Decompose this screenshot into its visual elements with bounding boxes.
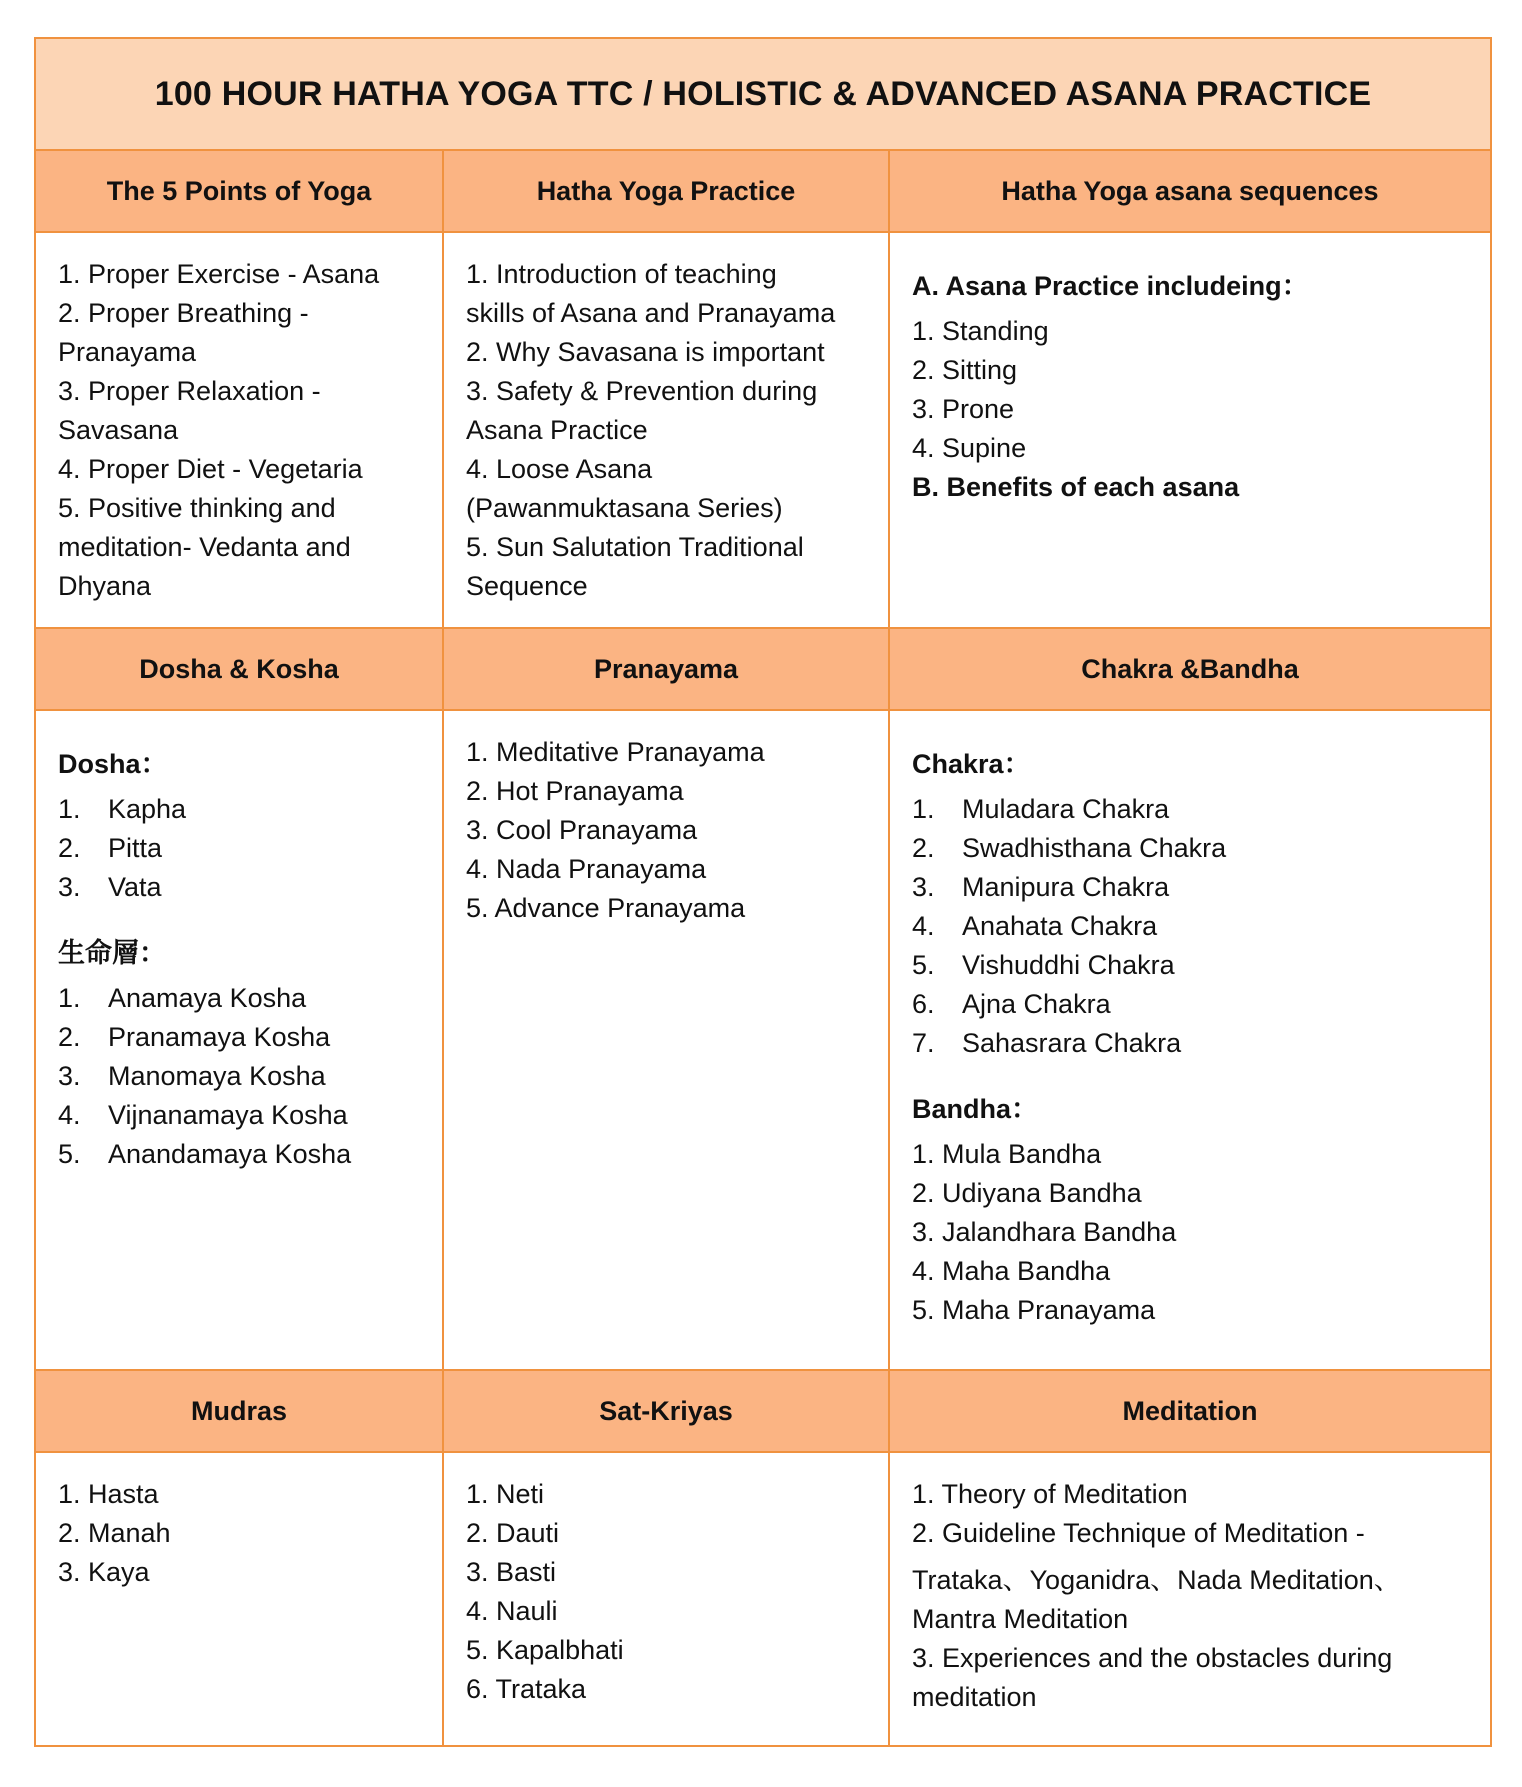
list-item: 5. Sun Salutation Traditional — [466, 532, 804, 562]
list-item: 2. Proper Breathing - — [58, 298, 309, 328]
subheading: Bandha： — [912, 1094, 1039, 1124]
list-item: 1. Proper Exercise - Asana — [58, 259, 380, 289]
list-item: 1. Standing — [912, 316, 1049, 346]
list-item: 4. Nauli — [466, 1596, 558, 1626]
cell-hatha-practice — [444, 233, 890, 629]
header-sat-kriyas: Sat-Kriyas — [444, 1371, 890, 1453]
header-chakra-bandha: Chakra &Bandha — [890, 629, 1490, 711]
list-item: Sequence — [466, 571, 588, 601]
list-item: Dhyana — [58, 571, 152, 601]
list-item: 4. Supine — [912, 433, 1027, 463]
list-item: 1. Theory of Meditation — [912, 1479, 1188, 1509]
title-bar — [36, 39, 1490, 151]
list-item: 1. Anamaya Kosha — [58, 983, 307, 1013]
curriculum-table — [34, 37, 1492, 1747]
list-item: 5. Maha Pranayama — [912, 1295, 1156, 1325]
list-item: 4. Maha Bandha — [912, 1256, 1111, 1286]
list-item: 2. Pitta — [58, 833, 163, 863]
list-item: 3. Jalandhara Bandha — [912, 1217, 1177, 1247]
list-item: Asana Practice — [466, 415, 648, 445]
list-item: 1. Mula Bandha — [912, 1139, 1102, 1169]
list-item: 7. Sahasrara Chakra — [912, 1028, 1182, 1058]
list-item: 5. Kapalbhati — [466, 1635, 624, 1665]
list-item: 1. Meditative Pranayama — [466, 737, 765, 767]
list-item: Savasana — [58, 415, 179, 445]
header-hatha-practice: Hatha Yoga Practice — [444, 151, 890, 233]
list-item: 5. Anandamaya Kosha — [58, 1139, 352, 1169]
list-item: 4. Loose Asana — [466, 454, 653, 484]
header-pranayama: Pranayama — [444, 629, 890, 711]
list-item: 2. Hot Pranayama — [466, 776, 684, 806]
subheading: B. Benefits of each asana — [912, 472, 1240, 502]
list-item: 3. Experiences and the obstacles during — [912, 1643, 1393, 1673]
list-item: 1. Neti — [466, 1479, 545, 1509]
list-item: 1. Kapha — [58, 794, 187, 824]
cell-dosha-kosha — [36, 711, 444, 1371]
list-item: 3. Manipura Chakra — [912, 872, 1170, 902]
list-item: (Pawanmuktasana Series) — [466, 493, 783, 523]
list-item: 6. Ajna Chakra — [912, 989, 1111, 1019]
header-mudras: Mudras — [36, 1371, 444, 1453]
header-meditation: Meditation — [890, 1371, 1490, 1453]
subheading: A. Asana Practice includeing： — [912, 271, 1309, 301]
list-item: 2. Pranamaya Kosha — [58, 1022, 331, 1052]
list-item: 1. Hasta — [58, 1479, 159, 1509]
list-item: 2. Sitting — [912, 355, 1018, 385]
list-item: 5. Advance Pranayama — [466, 893, 746, 923]
list-item: meditation — [912, 1682, 1037, 1712]
cell-asana-sequences — [890, 233, 1490, 629]
list-item: meditation- Vedanta and — [58, 532, 351, 562]
list-item: 2. Swadhisthana Chakra — [912, 833, 1227, 863]
cell-sat-kriyas — [444, 1453, 890, 1745]
cell-meditation — [890, 1453, 1490, 1745]
list-item: 6. Trataka — [466, 1674, 587, 1704]
list-item: 4. Proper Diet - Vegetaria — [58, 454, 363, 484]
list-item: Mantra Meditation — [912, 1604, 1129, 1634]
list-item: 3. Kaya — [58, 1557, 150, 1587]
list-item: 3. Safety & Prevention during — [466, 376, 818, 406]
list-item: 2. Udiyana Bandha — [912, 1178, 1142, 1208]
list-item: skills of Asana and Pranayama — [466, 298, 836, 328]
list-item: 2. Why Savasana is important — [466, 337, 825, 367]
cell-pranayama — [444, 711, 890, 1371]
list-item: 1. Introduction of teaching — [466, 259, 777, 289]
curriculum-grid — [36, 151, 1490, 1745]
list-item: 2. Guideline Technique of Meditation - — [912, 1518, 1365, 1548]
list-item: 3. Prone — [912, 394, 1015, 424]
subheading: Chakra： — [912, 749, 1031, 779]
cell-mudras — [36, 1453, 444, 1745]
list-item: 2. Dauti — [466, 1518, 560, 1548]
list-item: 3. Proper Relaxation - — [58, 376, 321, 406]
header-dosha-kosha: Dosha & Kosha — [36, 629, 444, 711]
subheading: Dosha： — [58, 749, 168, 779]
list-item: 4. Anahata Chakra — [912, 911, 1158, 941]
list-item: 3. Manomaya Kosha — [58, 1061, 326, 1091]
subheading: 生命層： — [58, 938, 166, 968]
list-item: 5. Vishuddhi Chakra — [912, 950, 1175, 980]
page-title: 100 HOUR HATHA YOGA TTC / HOLISTIC & ADVANCED ASANA PRACTICE — [154, 74, 1372, 113]
list-item: 1. Muladara Chakra — [912, 794, 1170, 824]
list-item: 2. Manah — [58, 1518, 171, 1548]
list-item: 3. Vata — [58, 872, 162, 902]
list-item: 4. Vijnanamaya Kosha — [58, 1100, 348, 1130]
cell-five-points — [36, 233, 444, 629]
header-asana-sequences: Hatha Yoga asana sequences — [890, 151, 1490, 233]
header-five-points: The 5 Points of Yoga — [36, 151, 444, 233]
list-item: 4. Nada Pranayama — [466, 854, 707, 884]
cell-chakra-bandha — [890, 711, 1490, 1371]
list-item: 3. Cool Pranayama — [466, 815, 698, 845]
list-item: 5. Positive thinking and — [58, 493, 336, 523]
list-item: Trataka、Yoganidra、Nada Meditation、 — [912, 1565, 1401, 1595]
list-item: 3. Basti — [466, 1557, 557, 1587]
list-item: Pranayama — [58, 337, 197, 367]
